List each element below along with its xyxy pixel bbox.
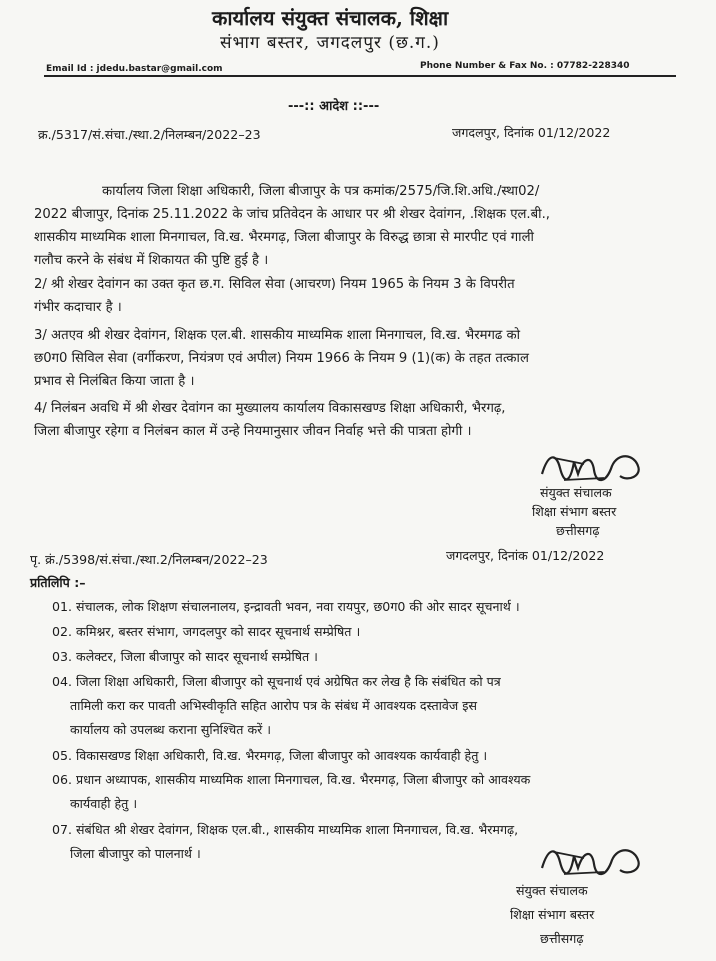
para-line: जिला बीजापुर रहेगा व निलंबन काल में उन्हे नियमानुसार जीवन निर्वाह भत्ते की पात्रता होगी । bbox=[34, 424, 472, 439]
endorsement-ref-no: पृ. क्रं./5398/सं.संचा./स्था.2/निलम्बन/2022–23 bbox=[30, 552, 268, 567]
signatory-2-line: संयुक्त संचालक bbox=[516, 883, 588, 898]
copy-item-02: 02. कमिश्नर, बस्तर संभाग, जगदलपुर को सादर सूचनार्थ सम्प्रेषित । bbox=[52, 624, 361, 639]
signatory-1-line: संयुक्त संचालक bbox=[540, 485, 612, 500]
para-line: 4/ निलंबन अवधि में श्री शेखर देवांगन का मुख्यालय कार्यालय विकासखण्ड शिक्षा अधिकारी, भैरगढ़, bbox=[34, 401, 506, 416]
copy-item-line: 07. संबंधित श्री शेखर देवांगन, शिक्षक एल.बी., शासकीय माध्यमिक शाला मिनगाचल, वि.ख. भैरमगढ़, bbox=[52, 822, 519, 837]
copy-item-line: 04. जिला शिक्षा अधिकारी, जिला बीजापुर को सूचनार्थ एवं अग्रेषित कर लेख है कि संबंधित को पत्र bbox=[52, 674, 501, 689]
email-text: Email Id : jdedu.bastar@gmail.com bbox=[46, 64, 223, 74]
endorsement-date: जगदलपुर, दिनांक 01/12/2022 bbox=[446, 548, 605, 563]
copy-item-line: जिला बीजापुर को पालनार्थ । bbox=[70, 846, 201, 861]
copy-item-line: कार्यवाही हेतु । bbox=[70, 796, 138, 811]
para-line: छ0ग0 सिविल सेवा (वर्गीकरण, नियंत्रण एवं अपील) नियम 1966 के नियम 9 (1)(क) के तहत तत्काल bbox=[34, 351, 529, 366]
copy-item-line: कार्यालय को उपलब्ध कराना सुनिश्चित करें । bbox=[70, 722, 272, 737]
para-line: 3/ अतएव श्री शेखर देवांगन, शिक्षक एल.बी. शासकीय माध्यमिक शाला मिनगाचल, वि.ख. भैरमगढ को bbox=[34, 328, 521, 343]
para-line: 2/ श्री शेखर देवांगन का उक्त कृत छ.ग. सिविल सेवा (आचरण) नियम 1965 के नियम 3 के विपरीत bbox=[34, 277, 515, 292]
copy-to-label: प्रतिलिपि :– bbox=[30, 575, 86, 590]
copy-item-03: 03. कलेक्टर, जिला बीजापुर को सादर सूचनार्थ सम्प्रेषित । bbox=[52, 649, 318, 664]
order-ref-no: क्र./5317/सं.संचा./स्था.2/निलम्बन/2022–23 bbox=[38, 127, 261, 142]
para-line: गंभीर कदाचार है । bbox=[34, 300, 122, 315]
para-line: 2022 बीजापुर, दिनांक 25.11.2022 के जांच प्रतिवेदन के आधार पर श्री शेखर देवांगन, .शिक्षक एल.बी., bbox=[34, 207, 550, 222]
copy-item-01: 01. संचालक, लोक शिक्षण संचालनालय, इन्द्रावती भवन, नवा रायपुर, छ0ग0 की ओर सादर सूचनार्थ । bbox=[52, 599, 520, 614]
signature-2 bbox=[534, 838, 654, 888]
para-line: प्रभाव से निलंबित किया जाता है । bbox=[34, 374, 195, 389]
division-title: संभाग बस्तर, जगदलपुर (छ.ग.) bbox=[220, 33, 440, 53]
order-heading: ---:: आदेश ::--- bbox=[288, 99, 380, 114]
signatory-2-line: शिक्षा संभाग बस्तर bbox=[510, 907, 595, 922]
signatory-1-line: शिक्षा संभाग बस्तर bbox=[532, 504, 617, 519]
copy-item-line: 06. प्रधान अध्यापक, शासकीय माध्यमिक शाला मिनगाचल, वि.ख. भैरमगढ़, जिला बीजापुर को आवश्यक bbox=[52, 772, 531, 787]
signatory-2-line: छत्तीसगढ़ bbox=[540, 931, 584, 946]
signatory-1-line: छत्तीसगढ़ bbox=[556, 523, 600, 538]
copy-item-05: 05. विकासखण्ड शिक्षा अधिकारी, वि.ख. भैरमगढ़, जिला बीजापुर को आवश्यक कार्यवाही हेतु । bbox=[52, 748, 488, 763]
order-date: जगदलपुर, दिनांक 01/12/2022 bbox=[452, 125, 611, 140]
office-title: कार्यालय संयुक्त संचालक, शिक्षा bbox=[212, 6, 449, 30]
phone-text: Phone Number & Fax No. : 07782-228340 bbox=[420, 61, 630, 71]
header-rule bbox=[44, 75, 676, 77]
copy-item-line: तामिली करा कर पावती अभिस्वीकृति सहित आरोप पत्र के संबंध में आवश्यक दस्तावेज इस bbox=[70, 698, 477, 713]
para-line: कार्यालय जिला शिक्षा अधिकारी, जिला बीजापुर के पत्र कमांक/2575/जि.शि.अधि./स्था02/ bbox=[102, 184, 540, 199]
para-line: शासकीय माध्यमिक शाला मिनगाचल, वि.ख. भैरमगढ़, जिला बीजापुर के विरुद्ध छात्रा से मारपीट एवं गाली bbox=[34, 230, 534, 245]
para-line: गलौच करने के संबंध में शिकायत की पुष्टि हुई है । bbox=[34, 253, 269, 268]
